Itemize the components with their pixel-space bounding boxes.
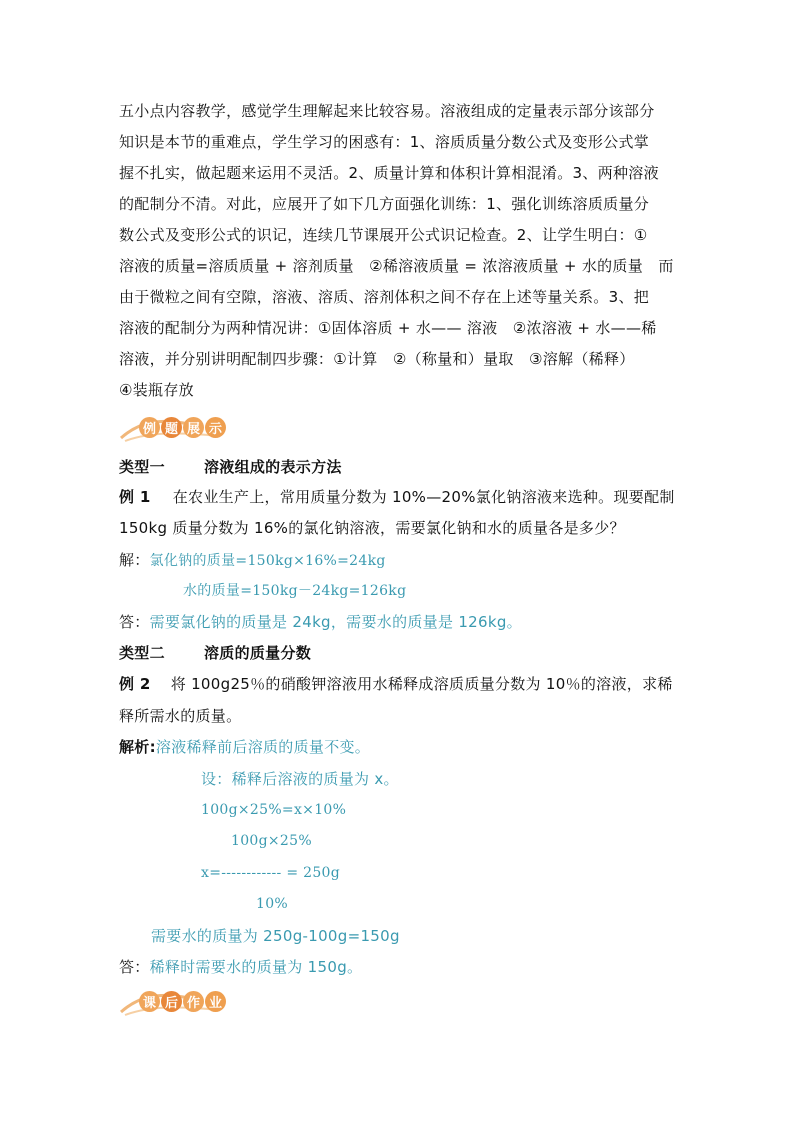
answer-label: 答：: [119, 958, 150, 976]
example-one-label: 例 1: [119, 488, 151, 506]
intro-line: 溶液的质量=溶质质量 + 溶剂质量 ②稀溶液质量 = 浓溶液质量 + 水的质量 而: [119, 257, 674, 275]
example-two-label: 例 2: [119, 675, 151, 693]
type-one-label: 类型一: [119, 458, 165, 476]
type-one-title: 溶液组成的表示方法: [203, 458, 342, 476]
intro-line: 数公式及变形公式的识记，连续几节课展开公式识记检查。2、让学生明白：①: [119, 226, 648, 244]
example-one-text: 在农业生产上，常用质量分数为 10%—20%氯化钠溶液来选种。现要配制: [172, 488, 675, 506]
fraction-denominator: 10%: [256, 896, 289, 912]
intro-line: 五小点内容教学，感觉学生理解起来比较容易。溶液组成的定量表示部分该部分: [119, 102, 655, 120]
answer-label: 答：: [119, 613, 150, 631]
type-two-heading: [119, 642, 311, 664]
intro-line: 握不扎实，做起题来运用不灵活。2、质量计算和体积计算相混淆。3、两种溶液: [119, 164, 659, 182]
type-two-label: 类型二: [119, 644, 165, 662]
banner-char: 课: [139, 991, 160, 1012]
answer-one: [119, 611, 522, 633]
example-one-line2: 150kg 质量分数为 16%的氯化钠溶液，需要氯化钠和水的质量各是多少？: [119, 519, 625, 537]
example-two-text: 将 100g25％的硝酸钾溶液用水稀释成溶质质量分数为 10％的溶液，求稀: [170, 675, 673, 693]
analysis-line: [119, 736, 370, 758]
example-two-line1: [119, 673, 673, 695]
banner-char: 业: [205, 991, 226, 1012]
answer-text: 稀释时需要水的质量为 150g。: [149, 958, 363, 976]
answer-text: 需要氯化钠的质量是 24kg，需要水的质量是 126kg。: [149, 613, 522, 631]
intro-paragraph: [119, 96, 679, 406]
intro-line: 由于微粒之间有空隙，溶液、溶质、溶剂体积之间不存在上述等量关系。3、把: [119, 288, 650, 306]
banner-char: 例: [139, 417, 160, 438]
section-banner-homework: [119, 988, 229, 1016]
intro-line: 溶液，并分别讲明配制四步骤：①计算 ②（称量和）量取 ③溶解（稀释）: [119, 350, 635, 368]
type-two-title: 溶质的质量分数: [203, 644, 312, 662]
solution-step: 氯化钠的质量=150kg×16%=24kg: [149, 553, 386, 569]
let-statement: 设：稀释后溶液的质量为 x。: [201, 770, 399, 788]
fraction-numerator: 100g×25%: [231, 833, 312, 849]
intro-line: 的配制分不清。对此，应展开了如下几方面强化训练：1、强化训练溶质质量分: [119, 195, 650, 213]
banner-char: 题: [161, 417, 182, 438]
type-one-heading: [119, 456, 342, 478]
intro-line: 溶液的配制分为两种情况讲：①固体溶质 + 水—— 溶液 ②浓溶液 + 水——稀: [119, 319, 657, 337]
section-banner-example: [119, 414, 229, 442]
example-two-line2: 释所需水的质量。: [119, 707, 242, 725]
banner-char: 后: [161, 991, 182, 1012]
intro-line: 知识是本节的重难点，学生学习的困惑有：1、溶质质量分数公式及变形公式掌: [119, 133, 650, 151]
equation-one: 100g×25%=x×10%: [201, 802, 347, 818]
analysis-label: 解析:: [119, 738, 156, 756]
water-mass-line: 需要水的质量为 250g-100g=150g: [151, 927, 400, 945]
solution-one-line1: [119, 549, 386, 572]
solution-one-line2: 水的质量=150kg－24kg=126kg: [183, 583, 407, 599]
answer-two: [119, 956, 362, 978]
banner-char: 展: [183, 417, 204, 438]
solution-label: 解：: [119, 551, 150, 569]
banner-char: 作: [183, 991, 204, 1012]
analysis-text: 溶液稀释前后溶质的质量不变。: [155, 738, 371, 756]
equation-two: x=------------ = 250g: [201, 865, 341, 881]
banner-char: 示: [205, 417, 226, 438]
intro-line: ④装瓶存放: [119, 381, 194, 399]
example-one-line1: [119, 486, 675, 508]
